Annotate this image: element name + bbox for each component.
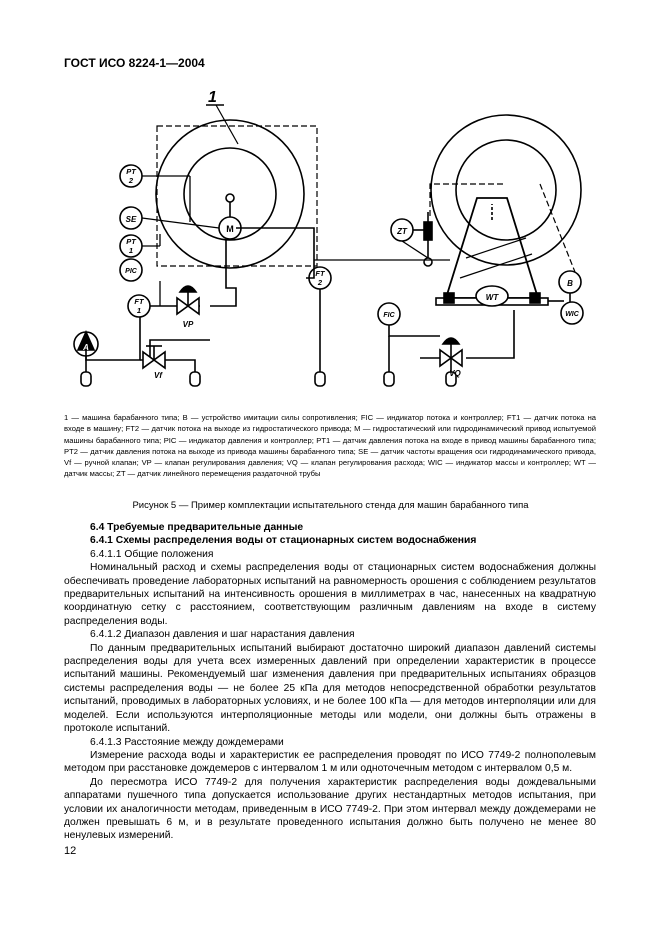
svg-text:PT: PT bbox=[126, 167, 136, 176]
paragraph-gauge-spacing: Измерение расхода воды и характеристик ее распределения проводят по ИСО 7749-2 полнополевым методом при расстановке дождемеров с интервалом 1 м или одноточечным методом с интервалом 0,5 м. bbox=[64, 749, 596, 775]
svg-text:2: 2 bbox=[128, 176, 134, 185]
fic-instrument bbox=[378, 303, 400, 325]
svg-text:SE: SE bbox=[125, 215, 137, 224]
figure-caption: Рисунок 5 — Пример комплектации испытательного стенда для машин барабанного типа bbox=[132, 500, 529, 511]
svg-text:Vf: Vf bbox=[154, 371, 162, 380]
svg-text:WIC: WIC bbox=[565, 311, 579, 318]
subsection-title-6-4-1-3: 6.4.1.3 Расстояние между дождемерами bbox=[90, 736, 284, 748]
ft1-instrument bbox=[128, 295, 150, 317]
svg-text:PIC: PIC bbox=[125, 268, 137, 275]
wt-sensor bbox=[476, 286, 508, 306]
motor-m-label: M bbox=[226, 224, 234, 234]
machine-number-label: 1 bbox=[208, 89, 217, 106]
svg-text:WT: WT bbox=[485, 293, 499, 302]
pt1-instrument bbox=[120, 235, 142, 257]
wic-instrument bbox=[561, 302, 583, 324]
svg-text:VP: VP bbox=[182, 320, 194, 329]
drum-hub bbox=[226, 194, 234, 202]
section-heading-6-4: 6.4 Требуемые предварительные данные bbox=[90, 522, 304, 533]
svg-text:A: A bbox=[83, 343, 89, 352]
svg-text:B: B bbox=[567, 279, 573, 288]
legend-text: 1 — машина барабанного типа; B — устройство имитации силы сопротивления; FIC — индикатор потока и контроллер; FT1 — датчик потока на входе в машину; FT2 — датчик потока на выходе из гидростатического привода; M — гидростатический или гидродинамический привод испытуемой машины барабанного типа; PIC — индикатор давления и контроллер; PT1 — датчик давления потока на входе в привод машины барабанного типа; PT2 — датчик давления потока на выходе из привода машины барабанного типа; SE — датчик частоты вращения оси гидродинамического привода, Vf — ручной клапан; VP — клапан регулирования давления; VQ — клапан регулирования расхода; WIC — индикатор массы и контроллер; WT — датчик массы; ZT — датчик линейного перемещения раздаточной трубы bbox=[64, 413, 596, 479]
svg-text:1: 1 bbox=[136, 306, 142, 315]
right-drum-inner bbox=[456, 140, 556, 240]
test-bench-diagram bbox=[40, 82, 640, 400]
section-heading-6-4-1: 6.4.1 Схемы распределения воды от стационарных систем водоснабжения bbox=[90, 535, 477, 547]
svg-text:VQ: VQ bbox=[449, 369, 461, 378]
right-drum-outer bbox=[431, 115, 581, 265]
document-header: ГОСТ ИСО 8224-1—2004 bbox=[64, 56, 205, 70]
vf-valve bbox=[143, 346, 165, 380]
pt2-instrument bbox=[120, 165, 142, 187]
svg-text:1: 1 bbox=[128, 246, 134, 255]
svg-text:FIC: FIC bbox=[383, 312, 395, 319]
subsection-title-6-4-1-2: 6.4.1.2 Диапазон давления и шаг нарастания давления bbox=[90, 629, 355, 641]
paragraph-revision-note: До пересмотра ИСО 7749-2 для получения характеристик распределения воды дождевальными аппаратами пушечного типа допускается использование других нестандартных методов испытания, при условии их аналогичности методам, приведенным в ИСО 7749-2. При этом интервал между дождемерами не должен превышать 6 м, и в результате проведенного испытания должно быть получено не менее 80 ненулевых измерений. bbox=[64, 776, 596, 842]
svg-text:2: 2 bbox=[317, 278, 323, 287]
paragraph-general: Номинальный расход и схемы распределения воды от стационарных систем водоснабжения должны обеспечивать проведение лабораторных испытаний на равномерность орошения с соблюдением результатов предварительных испытаний на интенсивность орошения в миллиметрах в час, нанесенных на квадратную координатную сетку с расстоянием, соответствующим различным давлениям на входе в систему распределения воды. bbox=[64, 562, 596, 627]
svg-text:FT: FT bbox=[315, 269, 325, 278]
subsection-title-6-4-1-1: 6.4.1.1 Общие положения bbox=[90, 548, 214, 560]
machine-enclosure bbox=[157, 126, 317, 266]
svg-text:FT: FT bbox=[134, 297, 144, 306]
pic-instrument bbox=[120, 259, 142, 281]
svg-text:ZT: ZT bbox=[397, 227, 407, 236]
figure-legend bbox=[64, 412, 596, 480]
zt-instrument bbox=[391, 219, 413, 241]
diagram-svg bbox=[40, 82, 640, 400]
paragraph-pressure-range: По данным предварительных испытаний выбирают достаточно широкий диапазон давлений системы распределения воды для учета всех измеренных давлений при определении характеристик в процессе испытаний машины. Рекомендуемый шаг изменения давления при предварительных испытаниях образцов системы распределения воды — не более 25 кПа для методов непосредственной обработки результатов испытаний, проводимых в лабораторных условиях, и не более 100 кПа — для методов интерполяции или для моделей. Если используются интерполяционные методы или модели, они должны быть отражены в протоколе испытаний. bbox=[64, 642, 596, 735]
vp-valve bbox=[177, 286, 199, 329]
se-instrument bbox=[120, 207, 142, 229]
svg-text:PT: PT bbox=[126, 237, 136, 246]
pump-a bbox=[74, 332, 98, 386]
b-device bbox=[559, 271, 581, 293]
page-number: 12 bbox=[64, 845, 77, 857]
document-body bbox=[64, 521, 596, 843]
